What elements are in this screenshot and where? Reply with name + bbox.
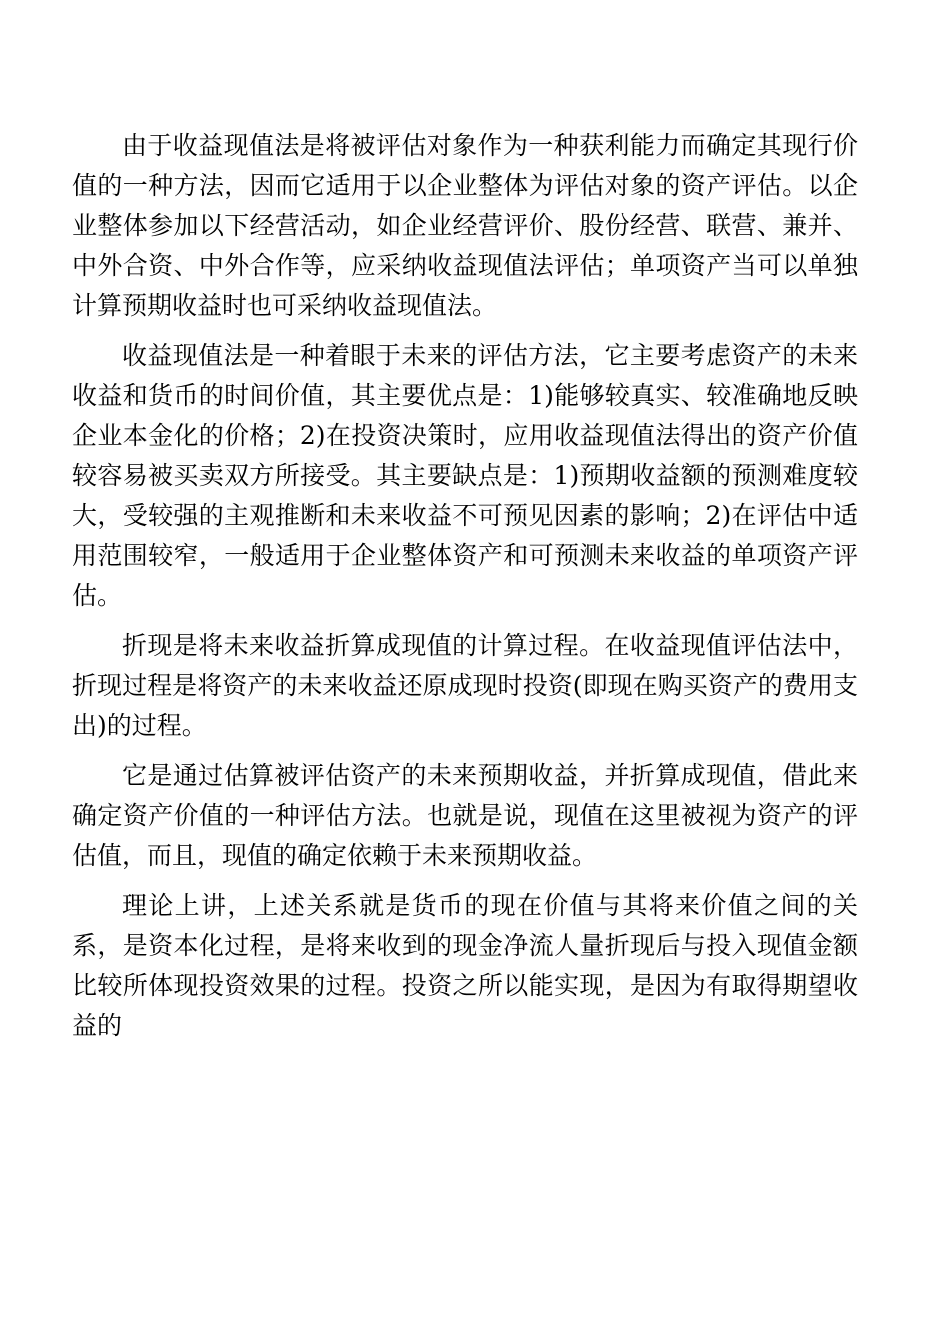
- paragraph-2: 收益现值法是一种着眼于未来的评估方法，它主要考虑资产的未来收益和货币的时间价值，其主要优点是：1)能够较真实、较准确地反映企业本金化的价格；2)在投资决策时，应用收益现值法得出的资产价值较容易被买卖双方所接受。其主要缺点是：1)预期收益额的预测难度较大，受较强的主观推断和未来收益不可预见因素的影响；2)在评估中适用范围较窄，一般适用于企业整体资产和可预测未来收益的单项资产评估。: [72, 341, 858, 610]
- document-body: [72, 126, 858, 1046]
- paragraph-4: 它是通过估算被评估资产的未来预期收益，并折算成现值，借此来确定资产价值的一种评估方法。也就是说，现值在这里被视为资产的评估值，而且，现值的确定依赖于未来预期收益。: [72, 761, 858, 870]
- paragraph-1: 由于收益现值法是将被评估对象作为一种获利能力而确定其现行价值的一种方法，因而它适用于以企业整体为评估对象的资产评估。以企业整体参加以下经营活动，如企业经营评价、股份经营、联营、兼并、中外合资、中外合作等，应采纳收益现值法评估；单项资产当可以单独计算预期收益时也可采纳收益现值法。: [72, 131, 858, 320]
- paragraph-5: 理论上讲，上述关系就是货币的现在价值与其将来价值之间的关系，是资本化过程，是将来收到的现金净流人量折现后与投入现值金额比较所体现投资效果的过程。投资之所以能实现，是因为有取得期望收益的: [72, 891, 858, 1040]
- paragraph-3: 折现是将未来收益折算成现值的计算过程。在收益现值评估法中，折现过程是将资产的未来收益还原成现时投资(即现在购买资产的费用支出)的过程。: [72, 631, 858, 740]
